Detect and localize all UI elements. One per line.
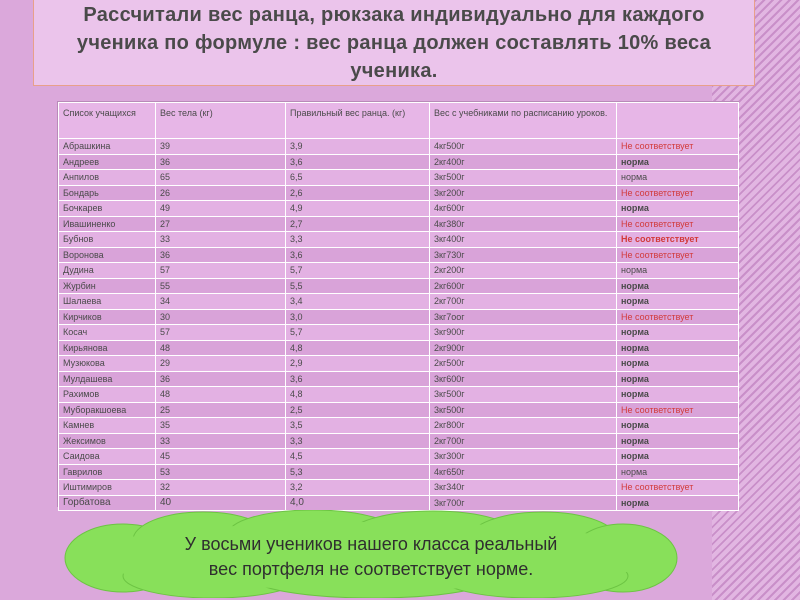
header-correct-weight: Правильный вес ранца. (кг): [286, 103, 430, 139]
actual-weight-cell: 3кг300г: [430, 449, 617, 465]
student-name-cell: Мулдашева: [59, 371, 156, 387]
actual-weight-cell: 2кг700г: [430, 294, 617, 310]
table-row: [59, 371, 739, 387]
actual-weight-cell: 4кг380г: [430, 216, 617, 232]
correct-weight-cell: 3,6: [286, 247, 430, 263]
body-weight-cell: 35: [156, 418, 286, 434]
header-status: [617, 103, 739, 139]
actual-weight-cell: 2кг700г: [430, 433, 617, 449]
conclusion-text: [63, 532, 679, 582]
table-row: [59, 480, 739, 496]
body-weight-cell: 48: [156, 387, 286, 403]
correct-weight-cell: 2,7: [286, 216, 430, 232]
correct-weight-cell: 3,0: [286, 309, 430, 325]
table-row: [59, 387, 739, 403]
body-weight-cell: 65: [156, 170, 286, 186]
student-name-cell: Гаврилов: [59, 464, 156, 480]
table-row: [59, 278, 739, 294]
status-cell: норма: [617, 418, 739, 434]
title-box: [33, 0, 755, 86]
body-weight-cell: 36: [156, 247, 286, 263]
status-cell: Не соответствует: [617, 216, 739, 232]
table-row: [59, 247, 739, 263]
body-weight-cell: 36: [156, 371, 286, 387]
correct-weight-cell: 4,9: [286, 201, 430, 217]
table-row: [59, 418, 739, 434]
body-weight-cell: 33: [156, 232, 286, 248]
header-students: Список учащихся: [59, 103, 156, 139]
status-cell: Не соответствует: [617, 480, 739, 496]
conclusion-line-2: вес портфеля не соответствует норме.: [208, 559, 534, 579]
actual-weight-cell: 3кг200г: [430, 185, 617, 201]
actual-weight-cell: 3кг500г: [430, 387, 617, 403]
students-table-container: [57, 101, 739, 507]
student-name-cell: Музюкова: [59, 356, 156, 372]
body-weight-cell: 33: [156, 433, 286, 449]
status-cell: норма: [617, 464, 739, 480]
actual-weight-cell: 3кг340г: [430, 480, 617, 496]
body-weight-cell: 57: [156, 263, 286, 279]
correct-weight-cell: 2,9: [286, 356, 430, 372]
students-table: [58, 102, 739, 511]
correct-weight-cell: 5,7: [286, 325, 430, 341]
correct-weight-cell: 2,6: [286, 185, 430, 201]
actual-weight-cell: 4кг500г: [430, 139, 617, 155]
student-name-cell: Жексимов: [59, 433, 156, 449]
student-name-cell: Журбин: [59, 278, 156, 294]
table-row: [59, 402, 739, 418]
table-row: [59, 294, 739, 310]
correct-weight-cell: 4,8: [286, 340, 430, 356]
student-name-cell: Кирчиков: [59, 309, 156, 325]
body-weight-cell: 34: [156, 294, 286, 310]
actual-weight-cell: 2кг200г: [430, 263, 617, 279]
student-name-cell: Горбатова: [59, 495, 156, 511]
correct-weight-cell: 3,6: [286, 154, 430, 170]
student-name-cell: Рахимов: [59, 387, 156, 403]
correct-weight-cell: 5,7: [286, 263, 430, 279]
body-weight-cell: 30: [156, 309, 286, 325]
table-row: [59, 185, 739, 201]
table-row: [59, 216, 739, 232]
body-weight-cell: 45: [156, 449, 286, 465]
table-body: [59, 139, 739, 511]
body-weight-cell: 55: [156, 278, 286, 294]
table-row: [59, 340, 739, 356]
correct-weight-cell: 5,5: [286, 278, 430, 294]
actual-weight-cell: 3кг500г: [430, 170, 617, 186]
correct-weight-cell: 3,6: [286, 371, 430, 387]
table-row: [59, 201, 739, 217]
correct-weight-cell: 3,3: [286, 433, 430, 449]
student-name-cell: Абрашкина: [59, 139, 156, 155]
actual-weight-cell: 4кг650г: [430, 464, 617, 480]
table-row: [59, 495, 739, 511]
actual-weight-cell: 2кг600г: [430, 278, 617, 294]
correct-weight-cell: 4,5: [286, 449, 430, 465]
correct-weight-cell: 3,2: [286, 480, 430, 496]
correct-weight-cell: 3,9: [286, 139, 430, 155]
table-row: [59, 449, 739, 465]
actual-weight-cell: 2кг400г: [430, 154, 617, 170]
body-weight-cell: 39: [156, 139, 286, 155]
body-weight-cell: 36: [156, 154, 286, 170]
correct-weight-cell: 3,3: [286, 232, 430, 248]
actual-weight-cell: 3кг7оог: [430, 309, 617, 325]
body-weight-cell: 48: [156, 340, 286, 356]
status-cell: норма: [617, 278, 739, 294]
student-name-cell: Бубнов: [59, 232, 156, 248]
table-row: [59, 263, 739, 279]
body-weight-cell: 25: [156, 402, 286, 418]
actual-weight-cell: 3кг900г: [430, 325, 617, 341]
status-cell: норма: [617, 263, 739, 279]
status-cell: норма: [617, 449, 739, 465]
student-name-cell: Иштимиров: [59, 480, 156, 496]
actual-weight-cell: 3кг730г: [430, 247, 617, 263]
body-weight-cell: 29: [156, 356, 286, 372]
status-cell: норма: [617, 371, 739, 387]
actual-weight-cell: 2кг900г: [430, 340, 617, 356]
student-name-cell: Дудина: [59, 263, 156, 279]
actual-weight-cell: 3кг700г: [430, 495, 617, 511]
table-row: [59, 433, 739, 449]
student-name-cell: Андреев: [59, 154, 156, 170]
actual-weight-cell: 2кг800г: [430, 418, 617, 434]
status-cell: норма: [617, 325, 739, 341]
correct-weight-cell: 5,3: [286, 464, 430, 480]
table-header-row: [59, 103, 739, 139]
table-row: [59, 232, 739, 248]
actual-weight-cell: 4кг600г: [430, 201, 617, 217]
status-cell: норма: [617, 387, 739, 403]
body-weight-cell: 57: [156, 325, 286, 341]
actual-weight-cell: 2кг500г: [430, 356, 617, 372]
conclusion-cloud: [63, 510, 679, 598]
table-row: [59, 325, 739, 341]
table-row: [59, 154, 739, 170]
student-name-cell: Бондарь: [59, 185, 156, 201]
body-weight-cell: 53: [156, 464, 286, 480]
student-name-cell: Камнев: [59, 418, 156, 434]
correct-weight-cell: 4,8: [286, 387, 430, 403]
body-weight-cell: 49: [156, 201, 286, 217]
status-cell: норма: [617, 170, 739, 186]
student-name-cell: Косач: [59, 325, 156, 341]
status-cell: норма: [617, 294, 739, 310]
status-cell: норма: [617, 340, 739, 356]
actual-weight-cell: 3кг400г: [430, 232, 617, 248]
status-cell: Не соответствует: [617, 309, 739, 325]
table-row: [59, 464, 739, 480]
student-name-cell: Воронова: [59, 247, 156, 263]
correct-weight-cell: 3,4: [286, 294, 430, 310]
table-row: [59, 356, 739, 372]
status-cell: Не соответствует: [617, 232, 739, 248]
table-row: [59, 309, 739, 325]
student-name-cell: Бочкарев: [59, 201, 156, 217]
student-name-cell: Кирьянова: [59, 340, 156, 356]
actual-weight-cell: 3кг600г: [430, 371, 617, 387]
status-cell: норма: [617, 433, 739, 449]
correct-weight-cell: 2,5: [286, 402, 430, 418]
table-row: [59, 139, 739, 155]
status-cell: Не соответствует: [617, 247, 739, 263]
body-weight-cell: 32: [156, 480, 286, 496]
status-cell: Не соответствует: [617, 185, 739, 201]
header-actual-weight: Вес с учебниками по расписанию уроков.: [430, 103, 617, 139]
student-name-cell: Анпилов: [59, 170, 156, 186]
status-cell: норма: [617, 356, 739, 372]
table-row: [59, 170, 739, 186]
body-weight-cell: 40: [156, 495, 286, 511]
student-name-cell: Саидова: [59, 449, 156, 465]
status-cell: норма: [617, 154, 739, 170]
student-name-cell: Муборакшоева: [59, 402, 156, 418]
correct-weight-cell: 4,0: [286, 495, 430, 511]
student-name-cell: Ивашиненко: [59, 216, 156, 232]
status-cell: Не соответствует: [617, 139, 739, 155]
body-weight-cell: 26: [156, 185, 286, 201]
header-body-weight: Вес тела (кг): [156, 103, 286, 139]
body-weight-cell: 27: [156, 216, 286, 232]
slide-title: Рассчитали вес ранца, рюкзака индивидуально для каждого ученика по формуле : вес ранца должен составлять 10% веса ученика.: [76, 3, 712, 82]
correct-weight-cell: 6,5: [286, 170, 430, 186]
status-cell: норма: [617, 495, 739, 511]
student-name-cell: Шалаева: [59, 294, 156, 310]
status-cell: Не соответствует: [617, 402, 739, 418]
actual-weight-cell: 3кг500г: [430, 402, 617, 418]
status-cell: норма: [617, 201, 739, 217]
conclusion-line-1: У восьми учеников нашего класса реальный: [184, 534, 558, 554]
correct-weight-cell: 3,5: [286, 418, 430, 434]
